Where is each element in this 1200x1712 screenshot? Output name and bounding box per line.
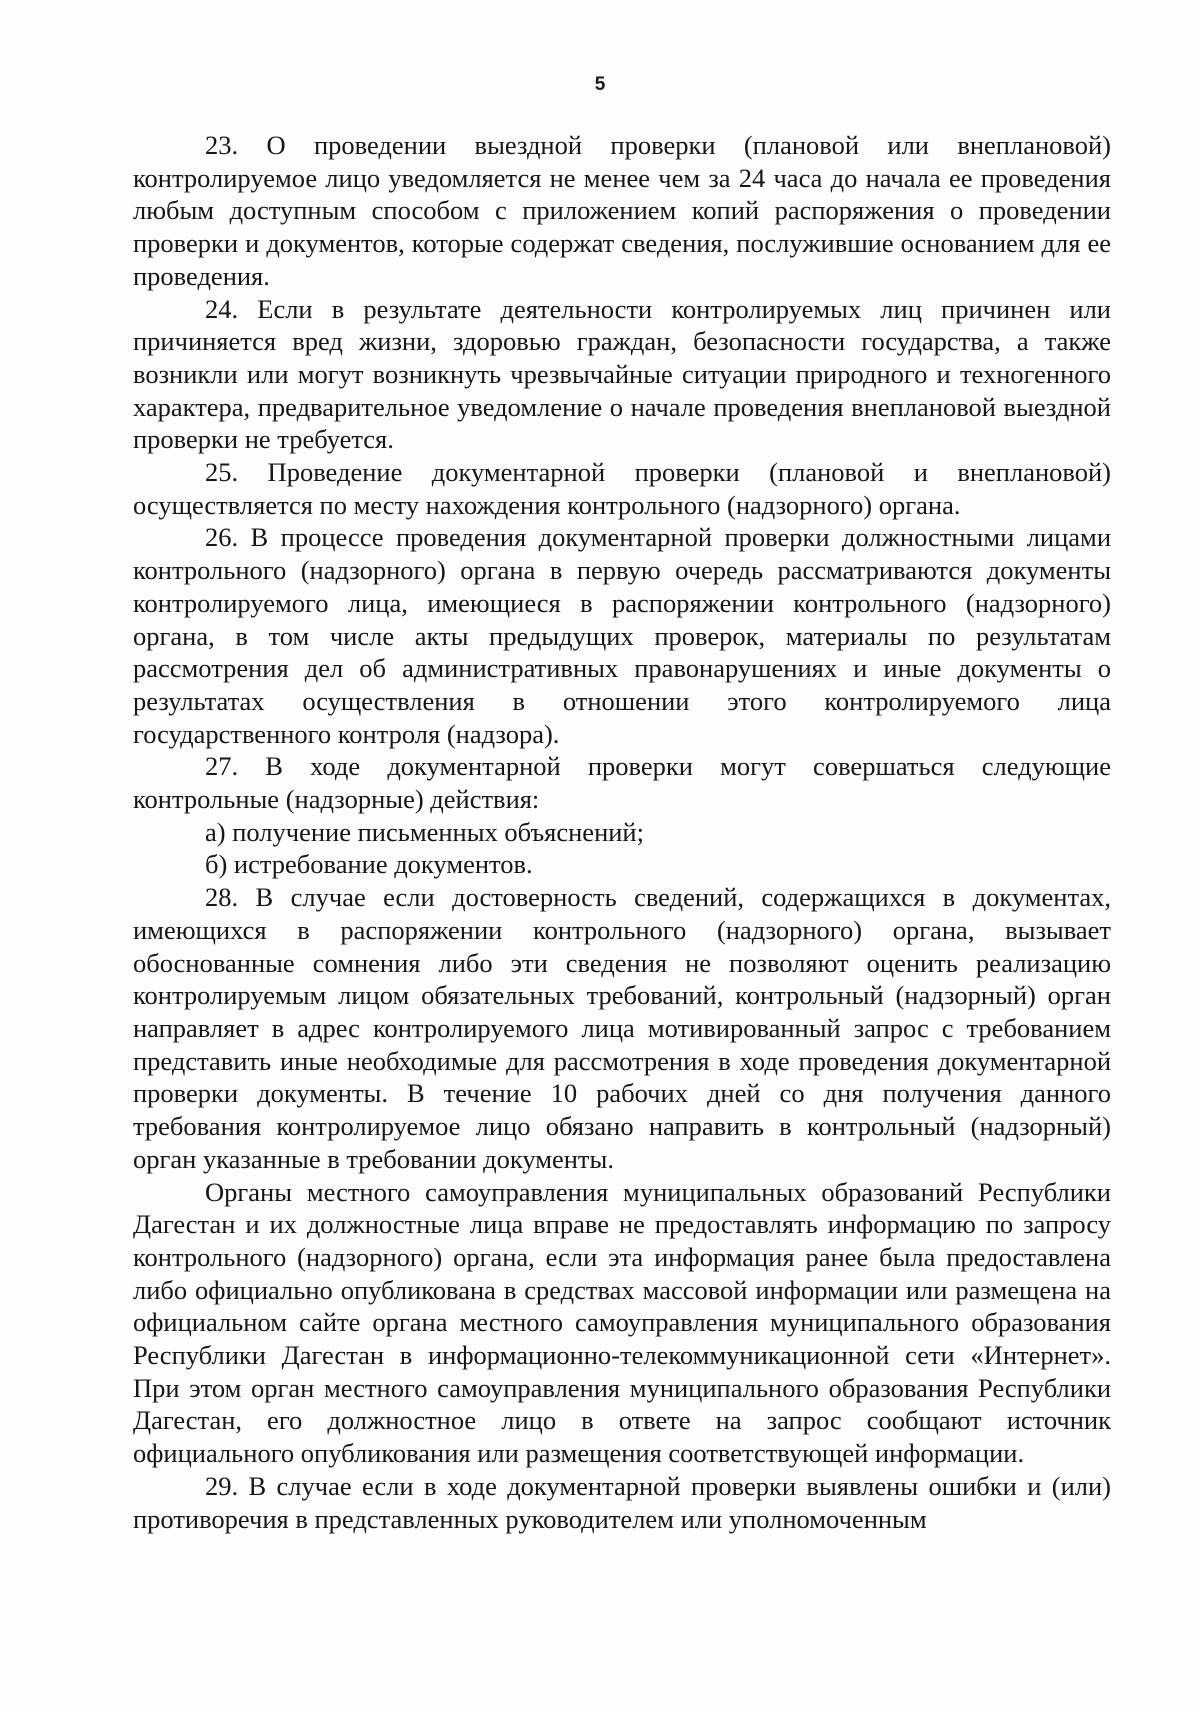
paragraph-25: 25. Проведение документарной проверки (плановой и внеплановой) осуществляется по месту нахождения контрольного (надзорного) органа.: [133, 457, 1111, 520]
paragraph-28: 28. В случае если достоверность сведений, содержащихся в документах, имеющихся в распоряжении контрольного (надзорного) органа, вызывает обоснованные сомнения либо эти сведения не позволяют оценить реализацию контролируемым лицом обязательных требований, контрольный (надзорный) орган направляет в адрес контролируемого лица мотивированный запрос с требованием представить иные необходимые для рассмотрения в ходе проведения документарной проверки документы. В течение 10 рабочих дней со дня получения данного требования контролируемое лицо обязано направить в контрольный (надзорный) орган указанные в требовании документы.: [133, 882, 1111, 1174]
paragraph-29: 29. В случае если в ходе документарной проверки выявлены ошибки и (или) противоречия в представленных руководителем или уполномоченным: [133, 1470, 1111, 1534]
list-item-b: б) истребование документов.: [205, 849, 533, 880]
paragraph-28-continued: Органы местного самоуправления муниципальных образований Республики Дагестан и их должностные лица вправе не предоставлять информацию по запросу контрольного (надзорного) органа, если эта информация ранее была предоставлена либо официально опубликована в средствах массовой информации или размещена на официальном сайте органа местного самоуправления муниципального образования Республики Дагестан в информационно-телекоммуникационной сети «Интернет». При этом орган местного самоуправления муниципального образования Республики Дагестан, его должностное лицо в ответе на запрос сообщают источник официального опубликования или размещения соответствующей информации.: [133, 1176, 1111, 1469]
paragraph-23: 23. О проведении выездной проверки (плановой или внеплановой) контролируемое лицо уведомляется не менее чем за 24 часа до начала ее проведения любым доступным способом с приложением копий распоряжения о проведении проверки и документов, которые содержат сведения, послужившие основанием для ее проведения.: [133, 130, 1111, 291]
document-body: [133, 129, 1111, 1535]
paragraph-24: 24. Если в результате деятельности контролируемых лиц причинен или причиняется вред жизни, здоровью граждан, безопасности государства, а также возникли или могут возникнуть чрезвычайные ситуации природного и техногенного характера, предварительное уведомление о начале проведения внеплановой выездной проверки не требуется.: [133, 293, 1111, 455]
page-number: 5: [594, 74, 606, 95]
paragraph-26: 26. В процессе проведения документарной проверки должностными лицами контрольного (надзорного) органа в первую очередь рассматриваются документы контролируемого лица, имеющиеся в распоряжении контрольного (надзорного) органа, в том числе акты предыдущих проверок, материалы по результатам рассмотрения дел об административных правонарушениях и иные документы о результатах осуществления в отношении этого контролируемого лица государственного контроля (надзора).: [133, 522, 1111, 749]
list-item-a: а) получение письменных объяснений;: [205, 816, 644, 847]
paragraph-27: 27. В ходе документарной проверки могут совершаться следующие контрольные (надзорные) действия:: [133, 751, 1111, 815]
